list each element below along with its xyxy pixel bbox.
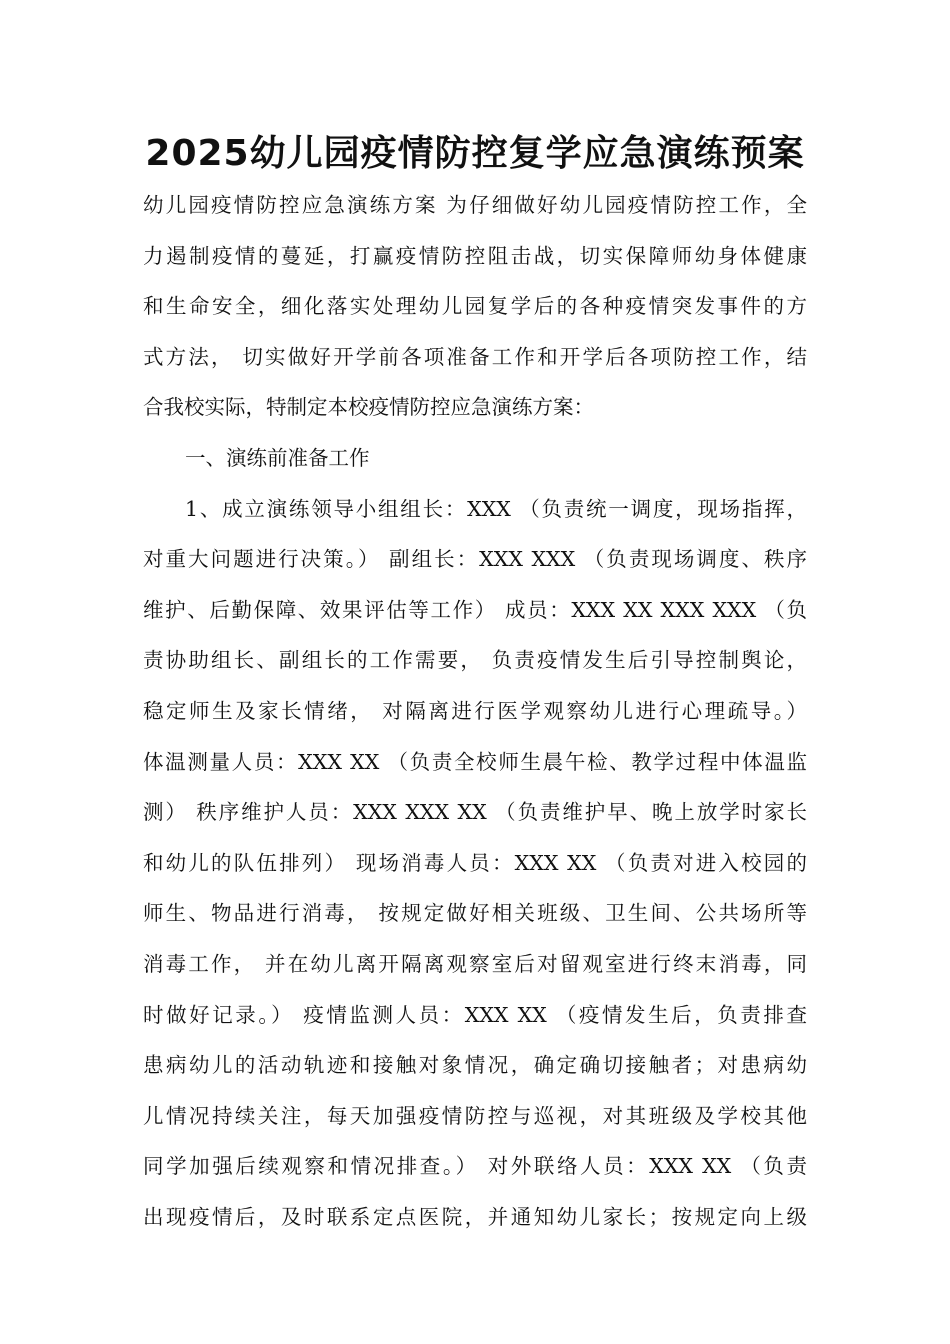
text-line: 和生命安全，细化落实处理幼儿园复学后的各种疫情突发事件的方: [143, 294, 807, 319]
text-line: 力遏制疫情的蔓延，打赢疫情防控阻击战，切实保障师幼身体健康: [143, 243, 807, 268]
text-line: 合我校实际，特制定本校疫情防控应急演练方案：: [143, 395, 594, 420]
text-line: 师生、物品进行消毒， 按规定做好相关班级、卫生间、公共场所等: [143, 901, 807, 926]
text-line: 维护、后勤保障、效果评估等工作） 成员：XXX XX XXX XXX （负: [143, 597, 807, 622]
text-line: 测） 秩序维护人员：XXX XXX XX （负责维护早、晚上放学时家长: [143, 800, 807, 825]
text-line: 儿情况持续关注，每天加强疫情防控与巡视，对其班级及学校其他: [143, 1103, 807, 1128]
text-line: 同学加强后续观察和情况排查。） 对外联络人员：XXX XX （负责: [143, 1154, 807, 1179]
text-line: 时做好记录。） 疫情监测人员：XXX XX （疫情发生后，负责排查: [143, 1002, 807, 1027]
document-body: [143, 180, 807, 1242]
document-title: 2025幼儿园疫情防控复学应急演练预案: [145, 133, 805, 174]
text-line: 幼儿园疫情防控应急演练方案 为仔细做好幼儿园疫情防控工作，全: [143, 193, 807, 217]
text-line: 责协助组长、副组长的工作需要， 负责疫情发生后引导控制舆论，: [143, 648, 807, 673]
text-line: 消毒工作， 并在幼儿离开隔离观察室后对留观室进行终末消毒，同: [143, 951, 807, 976]
section-heading: 一、演练前准备工作: [185, 445, 370, 470]
text-line: 式方法， 切实做好开学前各项准备工作和开学后各项防控工作，结: [143, 344, 807, 369]
text-line: 对重大问题进行决策。） 副组长：XXX XXX （负责现场调度、秩序: [143, 547, 807, 572]
text-line: 稳定师生及家长情绪， 对隔离进行医学观察幼儿进行心理疏导。）: [143, 698, 807, 723]
text-line: 和幼儿的队伍排列） 现场消毒人员：XXX XX （负责对进入校园的: [143, 850, 807, 875]
text-line: 1、成立演练领导小组组长：XXX （负责统一调度，现场指挥，: [185, 496, 807, 521]
text-line: 出现疫情后，及时联系定点医院，并通知幼儿家长；按规定向上级: [143, 1204, 807, 1229]
text-line: 体温测量人员：XXX XX （负责全校师生晨午检、教学过程中体温监: [143, 749, 807, 774]
text-line: 患病幼儿的活动轨迹和接触对象情况，确定确切接触者；对患病幼: [143, 1053, 807, 1078]
